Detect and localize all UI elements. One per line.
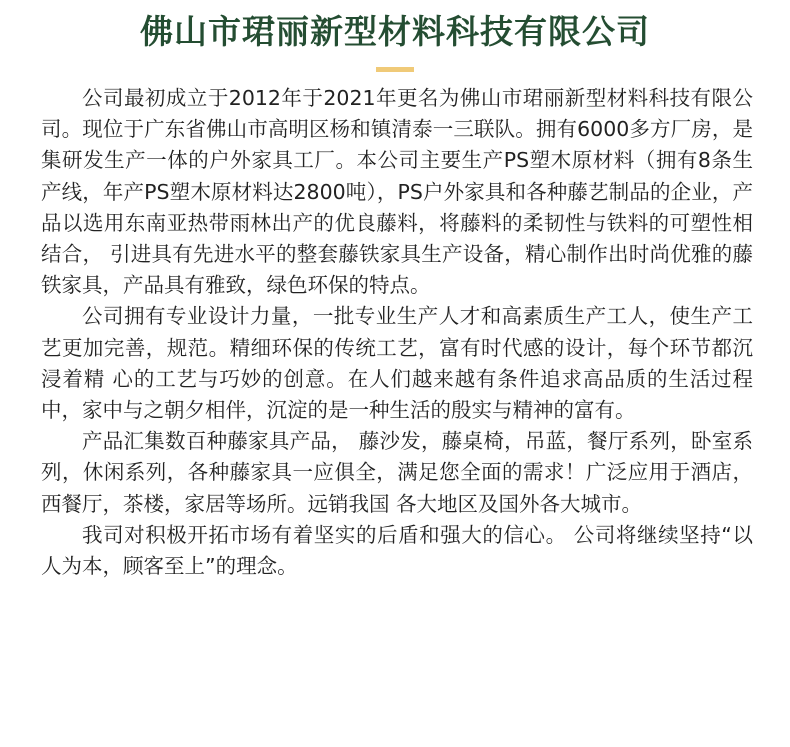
paragraph-design-capability: 公司拥有专业设计力量，一批专业生产人才和高素质生产工人，使生产工艺更加完善，规范。精细环保的传统工艺，富有时代感的设计，每个环节都沉浸着精 心的工艺与巧妙的创意。在人们越来越有条件追求高品质的生活过程中，家中与之朝夕相伴，沉淀的是一种生活的殷实与精神的富有。 bbox=[41, 304, 753, 423]
company-description bbox=[41, 83, 753, 582]
paragraph-company-history: 公司最初成立于2012年于2021年更名为佛山市珺丽新型材料科技有限公司。现位于广东省佛山市高明区杨和镇清泰一三联队。拥有6000多方厂房，是集研发生产一体的户外家具工厂。本公司主要生产PS塑木原材料（拥有8条生产线，年产PS塑木原材料达2800吨），PS户外家具和各种藤艺制品的企业，产品以选用东南亚热带雨林出产的优良藤料，将藤料的柔韧性与铁料的可塑性相结合， 引进具有先进水平的整套藤铁家具生产设备，精心制作出时尚优雅的藤铁家具，产品具有雅致，绿色环保的特点。 bbox=[41, 86, 753, 298]
paragraph-product-range: 产品汇集数百种藤家具产品， 藤沙发，藤桌椅，吊蓝，餐厅系列，卧室系列，休闲系列，各种藤家具一应俱全，满足您全面的需求！广泛应用于酒店，西餐厅，茶楼，家居等场所。远销我国 各大地区及国外各大城市。 bbox=[41, 429, 753, 516]
paragraph-company-philosophy: 我司对积极开拓市场有着坚实的后盾和强大的信心。 公司将继续坚持“以人为本，顾客至上”的理念。 bbox=[41, 522, 753, 579]
title-accent-divider bbox=[376, 67, 414, 72]
page-title: 佛山市珺丽新型材料科技有限公司 bbox=[140, 12, 650, 51]
